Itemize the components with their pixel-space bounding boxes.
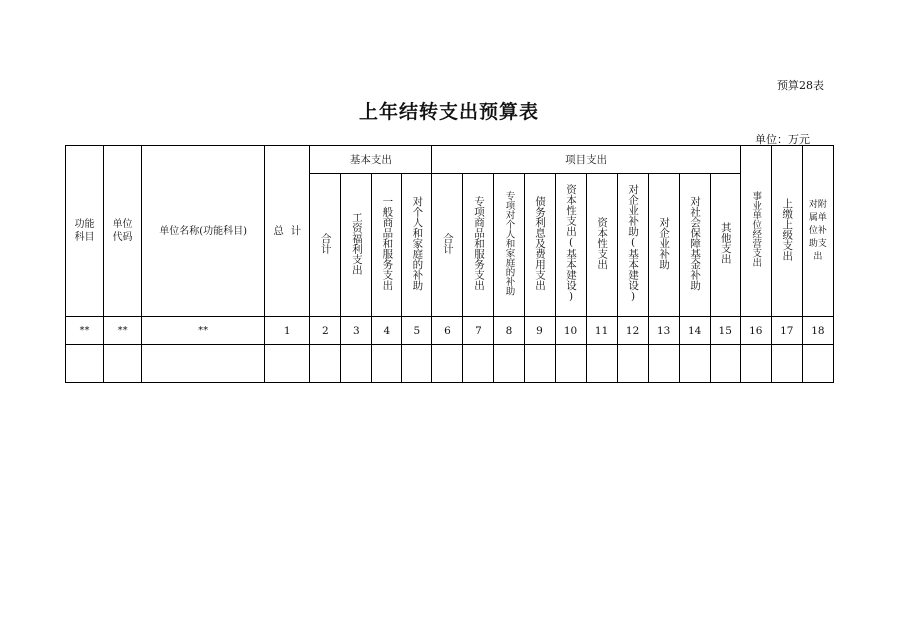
- data-cell: [586, 345, 617, 383]
- header-project-col: 资本性支出(基本建设): [555, 174, 586, 317]
- index-cell: 10: [555, 317, 586, 345]
- unit-label: 单位：万元: [755, 133, 810, 146]
- page-title: 上年结转支出预算表: [358, 101, 539, 123]
- header-project-col: 合计: [432, 174, 463, 317]
- header-func-subject: 功能科目: [66, 146, 104, 317]
- index-cell: 4: [372, 317, 402, 345]
- data-cell: [402, 345, 432, 383]
- header-unit-code: 单位代码: [104, 146, 142, 317]
- index-cell: 12: [617, 317, 648, 345]
- index-cell: 17: [771, 317, 802, 345]
- data-cell: [648, 345, 679, 383]
- index-cell: 8: [494, 317, 524, 345]
- header-business: 事业单位经营支出: [740, 146, 771, 317]
- data-cell: [104, 345, 142, 383]
- header-project-col: 债务利息及费用支出: [524, 174, 555, 317]
- index-cell: 13: [648, 317, 679, 345]
- index-cell: 2: [310, 317, 341, 345]
- header-basic-group: 基本支出: [310, 146, 432, 174]
- header-basic-col: 对个人和家庭的补助: [402, 174, 432, 317]
- index-cell: **: [142, 317, 265, 345]
- index-cell: 9: [524, 317, 555, 345]
- index-cell: 3: [341, 317, 372, 345]
- index-cell: **: [104, 317, 142, 345]
- header-basic-col: 工资福利支出: [341, 174, 372, 317]
- data-cell: [341, 345, 372, 383]
- data-cell: [66, 345, 104, 383]
- data-cell: [555, 345, 586, 383]
- table-row: [66, 345, 834, 383]
- budget-table: [65, 145, 834, 383]
- data-cell: [432, 345, 463, 383]
- data-cell: [265, 345, 310, 383]
- index-cell: 1: [265, 317, 310, 345]
- header-project-col: 资本性支出: [586, 174, 617, 317]
- data-cell: [740, 345, 771, 383]
- index-cell: 11: [586, 317, 617, 345]
- index-cell: 18: [802, 317, 833, 345]
- data-cell: [463, 345, 494, 383]
- data-cell: [372, 345, 402, 383]
- header-unit-name: 单位名称(功能科目): [142, 146, 265, 317]
- index-cell: 6: [432, 317, 463, 345]
- header-project-col: 对企业补助: [648, 174, 679, 317]
- data-cell: [524, 345, 555, 383]
- data-cell: [679, 345, 710, 383]
- data-cell: [710, 345, 740, 383]
- index-cell: 5: [402, 317, 432, 345]
- index-cell: 15: [710, 317, 740, 345]
- data-cell: [142, 345, 265, 383]
- header-project-group: 项目支出: [432, 146, 740, 174]
- data-cell: [771, 345, 802, 383]
- index-cell: **: [66, 317, 104, 345]
- data-cell: [802, 345, 833, 383]
- index-cell: 7: [463, 317, 494, 345]
- header-subsidiary: 对附属单位补助支出: [802, 146, 833, 317]
- header-project-col: 专项商品和服务支出: [463, 174, 494, 317]
- form-number: 预算28表: [777, 79, 824, 92]
- header-upper-level: 上缴上级支出: [771, 146, 802, 317]
- data-cell: [310, 345, 341, 383]
- header-project-col: 对社会保障基金补助: [679, 174, 710, 317]
- index-cell: 14: [679, 317, 710, 345]
- header-project-col: 其他支出: [710, 174, 740, 317]
- header-basic-col: 合计: [310, 174, 341, 317]
- header-total: 总 计: [265, 146, 310, 317]
- header-project-col: 专项对个人和家庭的补助: [494, 174, 524, 317]
- index-row: [66, 317, 834, 345]
- header-basic-col: 一般商品和服务支出: [372, 174, 402, 317]
- data-cell: [617, 345, 648, 383]
- header-project-col: 对企业补助(基本建设): [617, 174, 648, 317]
- index-cell: 16: [740, 317, 771, 345]
- data-cell: [494, 345, 524, 383]
